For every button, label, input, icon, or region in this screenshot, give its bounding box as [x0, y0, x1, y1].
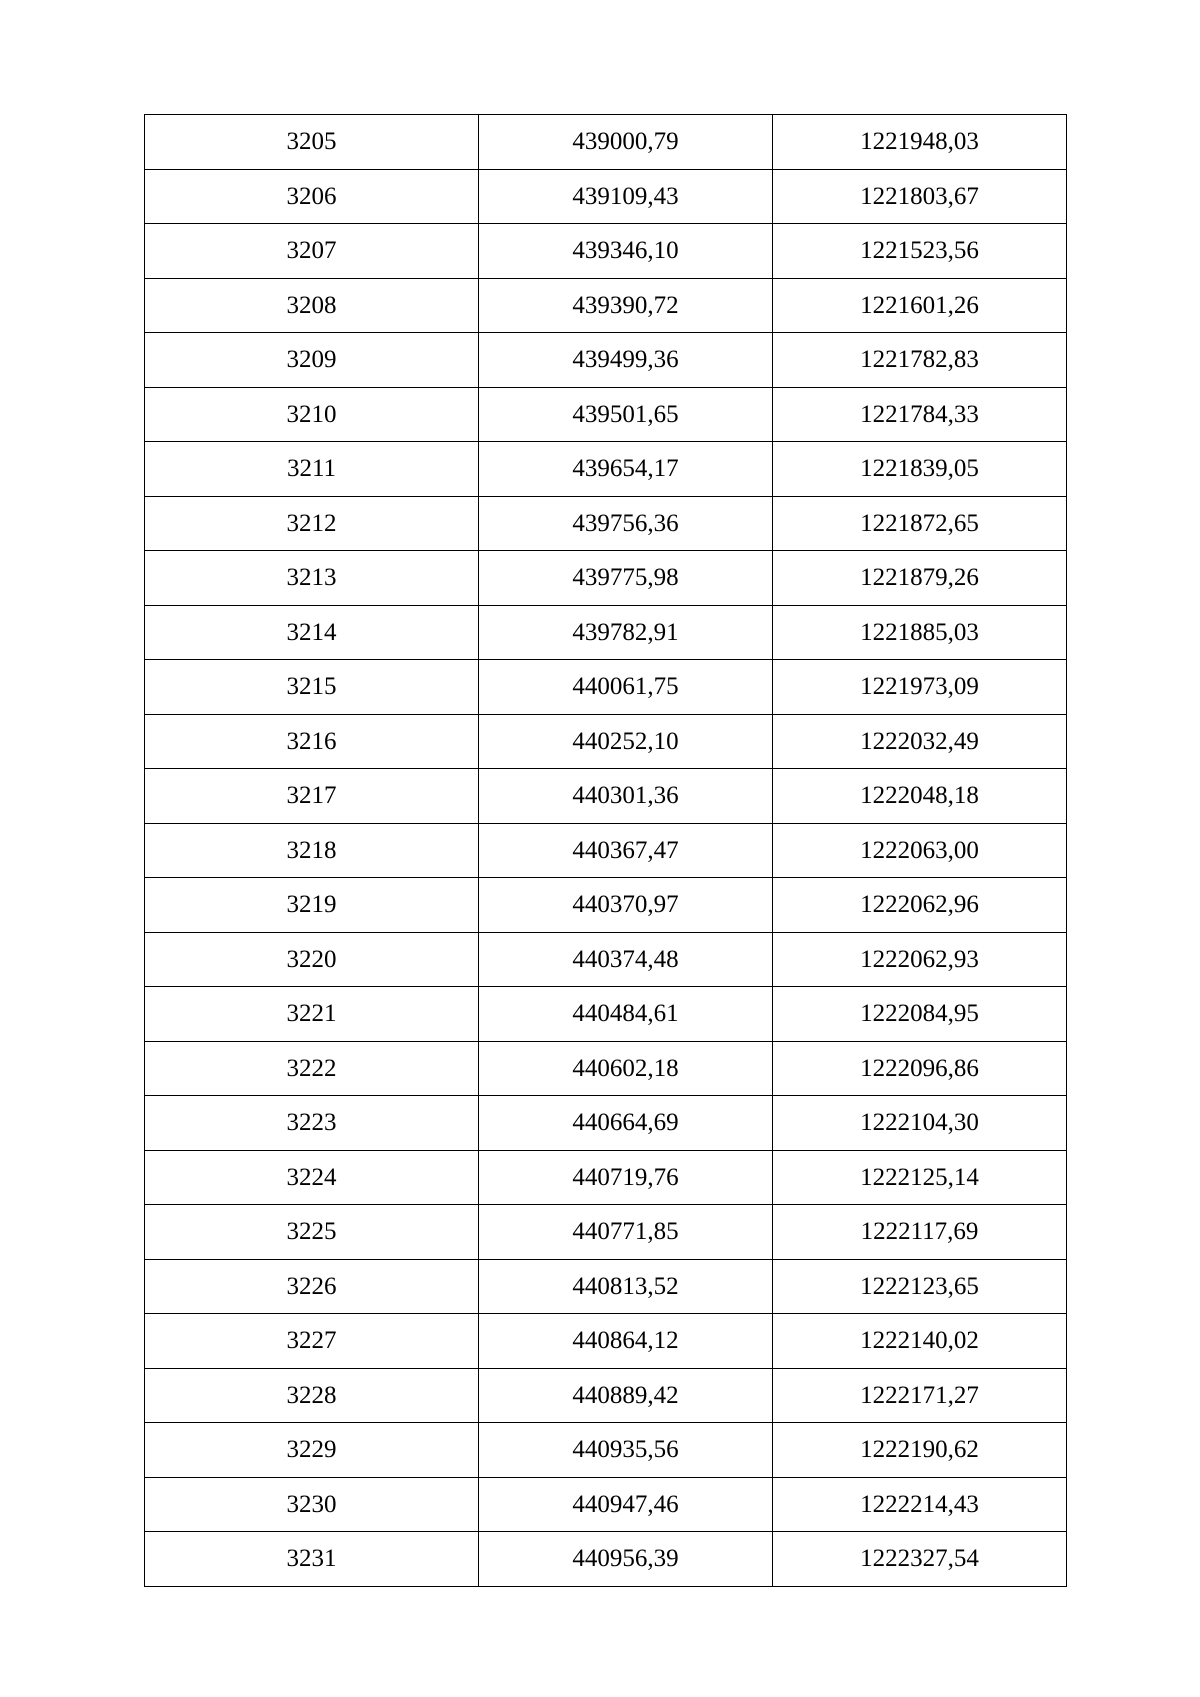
point-number-cell: 3218	[145, 823, 479, 878]
point-number-cell: 3207	[145, 224, 479, 279]
table-row	[145, 1150, 1067, 1205]
x-coordinate-cell: 440813,52	[479, 1259, 773, 1314]
point-number-cell: 3214	[145, 605, 479, 660]
point-number-cell: 3222	[145, 1041, 479, 1096]
y-coordinate-cell: 1221885,03	[773, 605, 1067, 660]
point-number-cell: 3208	[145, 278, 479, 333]
y-coordinate-cell: 1221948,03	[773, 115, 1067, 170]
x-coordinate-cell: 440719,76	[479, 1150, 773, 1205]
y-coordinate-cell: 1222117,69	[773, 1205, 1067, 1260]
y-coordinate-cell: 1222214,43	[773, 1477, 1067, 1532]
y-coordinate-cell: 1222104,30	[773, 1096, 1067, 1151]
point-number-cell: 3229	[145, 1423, 479, 1478]
point-number-cell: 3211	[145, 442, 479, 497]
table-row	[145, 224, 1067, 279]
table-row	[145, 987, 1067, 1042]
point-number-cell: 3210	[145, 387, 479, 442]
point-number-cell: 3230	[145, 1477, 479, 1532]
x-coordinate-cell: 439000,79	[479, 115, 773, 170]
table-row	[145, 823, 1067, 878]
table-row	[145, 878, 1067, 933]
table-row	[145, 1532, 1067, 1587]
x-coordinate-cell: 440061,75	[479, 660, 773, 715]
point-number-cell: 3206	[145, 169, 479, 224]
point-number-cell: 3231	[145, 1532, 479, 1587]
x-coordinate-cell: 439390,72	[479, 278, 773, 333]
table-row	[145, 932, 1067, 987]
table-row	[145, 1096, 1067, 1151]
x-coordinate-cell: 440370,97	[479, 878, 773, 933]
x-coordinate-cell: 440889,42	[479, 1368, 773, 1423]
point-number-cell: 3221	[145, 987, 479, 1042]
point-number-cell: 3209	[145, 333, 479, 388]
table-row	[145, 387, 1067, 442]
y-coordinate-cell: 1221872,65	[773, 496, 1067, 551]
x-coordinate-cell: 440935,56	[479, 1423, 773, 1478]
table-row	[145, 115, 1067, 170]
x-coordinate-cell: 440956,39	[479, 1532, 773, 1587]
x-coordinate-cell: 440602,18	[479, 1041, 773, 1096]
table-row	[145, 1477, 1067, 1532]
y-coordinate-cell: 1221803,67	[773, 169, 1067, 224]
y-coordinate-cell: 1222140,02	[773, 1314, 1067, 1369]
point-number-cell: 3227	[145, 1314, 479, 1369]
table-row	[145, 714, 1067, 769]
x-coordinate-cell: 440252,10	[479, 714, 773, 769]
y-coordinate-cell: 1221839,05	[773, 442, 1067, 497]
y-coordinate-cell: 1222123,65	[773, 1259, 1067, 1314]
x-coordinate-cell: 440301,36	[479, 769, 773, 824]
x-coordinate-cell: 440771,85	[479, 1205, 773, 1260]
x-coordinate-cell: 439756,36	[479, 496, 773, 551]
y-coordinate-cell: 1222032,49	[773, 714, 1067, 769]
table-row	[145, 442, 1067, 497]
y-coordinate-cell: 1222063,00	[773, 823, 1067, 878]
table-row	[145, 169, 1067, 224]
point-number-cell: 3213	[145, 551, 479, 606]
x-coordinate-cell: 439501,65	[479, 387, 773, 442]
y-coordinate-cell: 1222062,96	[773, 878, 1067, 933]
table-row	[145, 769, 1067, 824]
table-row	[145, 660, 1067, 715]
table-row	[145, 1368, 1067, 1423]
point-number-cell: 3228	[145, 1368, 479, 1423]
point-number-cell: 3220	[145, 932, 479, 987]
y-coordinate-cell: 1221879,26	[773, 551, 1067, 606]
table-row	[145, 1423, 1067, 1478]
table-row	[145, 1314, 1067, 1369]
table-row	[145, 333, 1067, 388]
x-coordinate-cell: 440664,69	[479, 1096, 773, 1151]
table-row	[145, 1259, 1067, 1314]
y-coordinate-cell: 1222062,93	[773, 932, 1067, 987]
point-number-cell: 3224	[145, 1150, 479, 1205]
x-coordinate-cell: 439346,10	[479, 224, 773, 279]
x-coordinate-cell: 439654,17	[479, 442, 773, 497]
point-number-cell: 3225	[145, 1205, 479, 1260]
y-coordinate-cell: 1221601,26	[773, 278, 1067, 333]
x-coordinate-cell: 439775,98	[479, 551, 773, 606]
x-coordinate-cell: 439109,43	[479, 169, 773, 224]
table-row	[145, 551, 1067, 606]
y-coordinate-cell: 1222171,27	[773, 1368, 1067, 1423]
coordinates-table	[144, 114, 1067, 1587]
y-coordinate-cell: 1222327,54	[773, 1532, 1067, 1587]
point-number-cell: 3212	[145, 496, 479, 551]
y-coordinate-cell: 1221523,56	[773, 224, 1067, 279]
y-coordinate-cell: 1222125,14	[773, 1150, 1067, 1205]
point-number-cell: 3217	[145, 769, 479, 824]
y-coordinate-cell: 1221782,83	[773, 333, 1067, 388]
point-number-cell: 3219	[145, 878, 479, 933]
x-coordinate-cell: 440367,47	[479, 823, 773, 878]
table-row	[145, 278, 1067, 333]
x-coordinate-cell: 439782,91	[479, 605, 773, 660]
table-row	[145, 1041, 1067, 1096]
point-number-cell: 3223	[145, 1096, 479, 1151]
y-coordinate-cell: 1221784,33	[773, 387, 1067, 442]
table-row	[145, 605, 1067, 660]
point-number-cell: 3205	[145, 115, 479, 170]
y-coordinate-cell: 1222048,18	[773, 769, 1067, 824]
point-number-cell: 3216	[145, 714, 479, 769]
coordinates-table-body	[145, 115, 1067, 1587]
y-coordinate-cell: 1222190,62	[773, 1423, 1067, 1478]
y-coordinate-cell: 1222084,95	[773, 987, 1067, 1042]
x-coordinate-cell: 439499,36	[479, 333, 773, 388]
y-coordinate-cell: 1222096,86	[773, 1041, 1067, 1096]
point-number-cell: 3226	[145, 1259, 479, 1314]
point-number-cell: 3215	[145, 660, 479, 715]
x-coordinate-cell: 440374,48	[479, 932, 773, 987]
table-row	[145, 496, 1067, 551]
x-coordinate-cell: 440484,61	[479, 987, 773, 1042]
x-coordinate-cell: 440864,12	[479, 1314, 773, 1369]
table-row	[145, 1205, 1067, 1260]
y-coordinate-cell: 1221973,09	[773, 660, 1067, 715]
x-coordinate-cell: 440947,46	[479, 1477, 773, 1532]
